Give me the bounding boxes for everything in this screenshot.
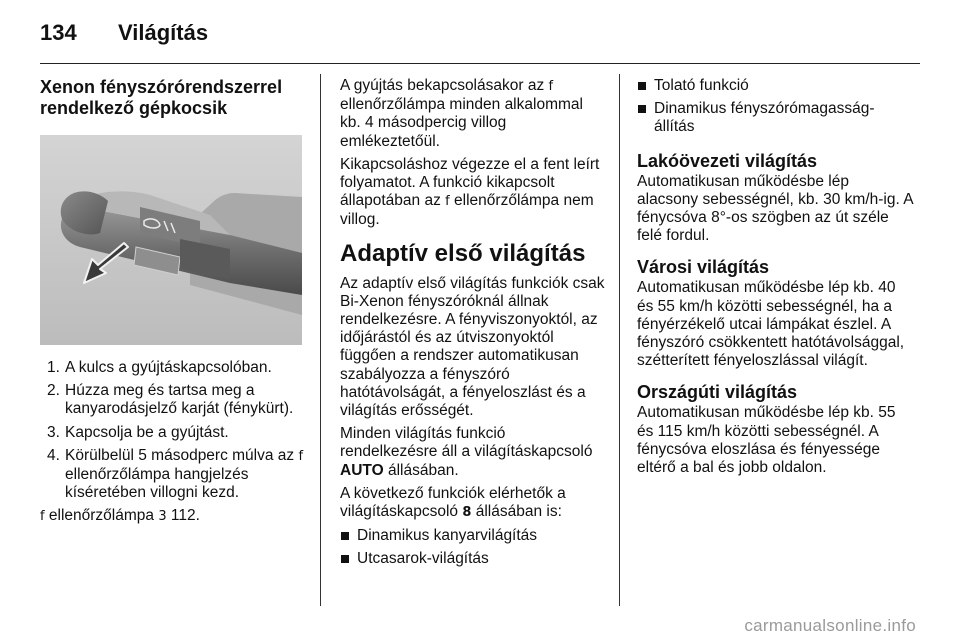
list-item: 3. Kapcsolja be a gyújtást. (47, 423, 229, 441)
paragraph: A gyújtás bekapcsolásakor az f ellenőrzőlámpa minden alkalommal kb. 4 másodpercig villog emlékeztetőül. (340, 77, 583, 150)
list-item: Utcasarok-világítás (340, 550, 606, 568)
column-divider-2 (619, 74, 620, 606)
paragraph: A következő funkciók elérhetők a világításkapcsoló 8 állásában is: (340, 484, 566, 521)
warning-lamp-icon: f (548, 79, 554, 94)
warning-lamp-icon: f (298, 448, 304, 464)
header-rule (40, 63, 920, 64)
paragraph: Automatikusan működésbe lép kb. 55 és 115 km/h közötti sebességnél. A fénycsóva eloszlása és fényessége eltérő a bal és jobb oldalon. (637, 404, 896, 477)
paragraph: Automatikusan működésbe lép alacsony sebességnél, kb. 30 km/h-ig. A fénycsóva 8°-os szögben az út széle felé fordul. (637, 172, 913, 245)
paragraph: Az adaptív első világítás funkciók csak Bi-Xenon fényszóróknál állnak rendelkezésre. A fényviszonyoktól, az időjárástól és az útviszonyoktól függően a rendszer automatikusan szabályozza a fényszóró hatótávolságát, a fényeloszlást és a világítás erősségét. (340, 274, 605, 420)
steps-list (40, 359, 306, 502)
bullet-icon (638, 82, 646, 90)
bullet-icon (341, 532, 349, 540)
feature-list (637, 77, 913, 137)
section-title-adaptive-lighting: Adaptív első világítás (340, 239, 586, 267)
auto-label: AUTO (340, 461, 384, 479)
warning-lamp-icon: f (40, 509, 45, 525)
paragraph: Minden világítás funkció rendelkezésre áll a világításkapcsoló AUTO állásában. (340, 425, 593, 479)
bullet-icon (341, 555, 349, 563)
arrow-ref-icon: 3 (158, 509, 167, 525)
list-item: 4. Körülbelül 5 másodperc múlva az f ellenőrzőlámpa hangjelzés kíséretében villogni kezd. (47, 446, 304, 502)
list-item: 2. Húzza meg és tartsa meg a kanyarodásjelző karját (fénykürt). (47, 382, 294, 418)
page-number: 134 (40, 20, 77, 45)
column-2 (340, 77, 606, 574)
page-reference-link[interactable]: 112. (170, 507, 200, 525)
list-item: Dinamikus kanyarvilágítás (340, 527, 606, 545)
bullet-icon (638, 105, 646, 113)
subheading-city: Városi világítás (637, 257, 770, 278)
page-header (40, 20, 208, 46)
cross-reference: f ellenőrzőlámpa 3 112. (40, 507, 200, 525)
list-item: Tolató funkció (637, 77, 913, 95)
paragraph: Automatikusan működésbe lép kb. 40 és 55 km/h közötti sebességnél, ha a fényérzékelő utcai lámpákat észlel. A fényszóró csökkentett hatótávolsággal, szétterített fényeloszlással világít. (637, 279, 905, 370)
headlight-switch-icon: 8 (462, 505, 472, 521)
column-1 (40, 77, 306, 532)
subheading-residential: Lakóövezeti világítás (637, 150, 818, 171)
warning-lamp-icon: f (445, 194, 450, 210)
paragraph: Kikapcsoláshoz végezze el a fent leírt folyamatot. A funkció kikapcsolt állapotában az f ellenőrzőlámpa nem villog. (340, 155, 600, 229)
lighting-stalk-illustration (40, 135, 302, 345)
feature-list (340, 527, 606, 568)
column-divider-1 (320, 74, 321, 606)
column-3 (637, 77, 913, 482)
subheading-country-road: Országúti világítás (637, 382, 798, 403)
chapter-title: Világítás (118, 20, 209, 45)
list-item: 1. A kulcs a gyújtáskapcsolóban. (47, 359, 272, 376)
section-heading-xenon: Xenon fényszórórendszerrel rendelkező gépkocsik (40, 77, 283, 118)
list-item: Dinamikus fényszórómagasság-állítás (637, 100, 913, 136)
watermark: carmanualsonline.info (744, 616, 916, 635)
